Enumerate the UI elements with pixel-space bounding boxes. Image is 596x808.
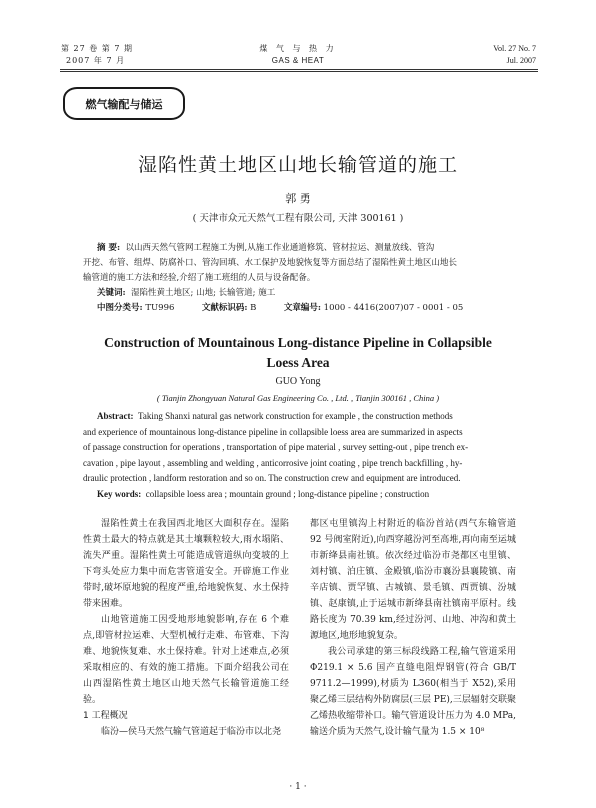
- abstract-en-line3: of passage construction for operations , transportation of pipe material , survey setting-out , pipe trench ex-: [83, 442, 469, 452]
- article-no-label: 文章编号:: [283, 303, 321, 313]
- clc-value: TU996: [145, 303, 175, 313]
- abstract-en: [83, 409, 523, 502]
- article-title-cn: 湿陷性黄土地区山地长输管道的施工: [137, 154, 458, 176]
- article-no-value: 1000 - 4416(2007)07 - 0001 - 05: [323, 303, 464, 313]
- header-volume-cn: 第 27 卷 第 7 期: [61, 44, 133, 53]
- header-journal-en: GAS & HEAT: [271, 56, 325, 65]
- author-cn: 郭 勇: [285, 192, 311, 205]
- header-rule-2: [60, 71, 538, 72]
- body-column-right: [310, 516, 516, 740]
- section-banner: [63, 87, 185, 120]
- header-date-cn: 2007 年 7 月: [66, 56, 126, 65]
- header-rule: [60, 69, 538, 70]
- clc-label: 中图分类号:: [97, 303, 143, 313]
- doc-code-label: 文献标识码:: [201, 303, 248, 313]
- page-number: · 1 ·: [289, 782, 307, 792]
- article-title-en-line1: Construction of Mountainous Long-distance Pipeline in Collapsible: [104, 335, 492, 350]
- doc-code-value: B: [250, 303, 257, 313]
- affiliation-en: ( Tianjin Zhongyuan Natural Gas Engineering Co. , Ltd. , Tianjin 300161 , China ): [156, 393, 440, 403]
- header-date-en: Jul. 2007: [506, 56, 536, 65]
- keywords-cn-text: 湿陷性黄土地区; 山地; 长输管道; 施工: [131, 288, 276, 298]
- abstract-cn-line1: 以山西天然气管网工程施工为例,从施工作业通道修筑、管材拉运、测量放线、管沟: [125, 243, 435, 253]
- keywords-en-text: collapsible loess area ; mountain ground ; long-distance pipeline ; construction: [145, 488, 430, 499]
- body-paragraph: 湿陷性黄土在我国西北地区大面积存在。湿陷性黄土最大的特点就是其土壤颗粒较大,雨水塌陷、流失严重。湿陷性黄土可能造成管道纵向变坡的上下弯头处应力集中而危害管道安全。开辟施工作业带时,破坏原地貌的程度严重,给地貌恢复、水土保持带来困难。: [83, 519, 289, 609]
- abstract-en-line4: cavation , pipe layout , assembling and welding , anticorrosive joint coating , pipe trench backfilling , hy-: [83, 457, 463, 468]
- section-banner-label: 燃气输配与储运: [85, 98, 163, 111]
- keywords-en-label: Key words:: [97, 488, 142, 499]
- header-volume-en: Vol. 27 No. 7: [493, 44, 536, 53]
- abstract-en-line1: Taking Shanxi natural gas network construction for example , the construction methods: [138, 411, 453, 421]
- body-paragraph: 山地管道施工因受地形地貌影响,存在 6 个难点,即管材拉运难、大型机械行走难、布管难、下沟难、地貌恢复难、水土保持难。针对上述难点,必须采取相应的、有效的施工措施。下面介绍我公司在山西湿陷性黄土地区山地天然气长输管道施工经验。: [83, 615, 289, 705]
- section-heading: 1 工程概况: [83, 711, 128, 721]
- author-en: GUO Yong: [275, 376, 321, 387]
- abstract-cn-label: 摘 要:: [97, 243, 121, 253]
- affiliation-cn: ( 天津市众元天然气工程有限公司, 天津 300161 ): [192, 213, 404, 224]
- abstract-en-line2: and experience of mountainous long-distance pipeline in collapsible loess area are summarized in aspects: [83, 426, 463, 437]
- keywords-cn-label: 关键词:: [97, 288, 126, 298]
- abstract-cn-line3: 输管道的施工方法和经验,介绍了施工班组的人员与设备配备。: [83, 273, 316, 283]
- header-journal-cn: 煤 气 与 热 力: [259, 44, 337, 53]
- body-paragraph: 我公司承建的第三标段线路工程,输气管道采用 Φ219.1 × 5.6 国产直缝电阻焊钢管(符合 GB/T 9711.2—1999),材质为 L360(相当于 X52),采用聚乙烯三层结构外防腐层(三层 PE),三层辐射交联聚乙烯热收缩带补口。输气管道设计压力为 4.0 MPa,输送介质为天然气,设计输气量为 1.5 × 10⁸: [310, 647, 516, 737]
- abstract-cn: [83, 241, 523, 316]
- body-paragraph: 都区屯里镇沟上村附近的临汾首站(西气东输管道 92 号阀室附近),向西穿越汾河至高堆,再向南至运城市新绛县南社镇。依次经过临汾市尧都区屯里镇、刘村镇、泊庄镇、金殿镇,临汾市襄汾县襄陵镇、南辛店镇、贾罕镇、古城镇、景毛镇、西贾镇、汾城镇、赵康镇,止于运城市新绛县南社镇南平原村。线路长度为 70.39 km,经过汾河、山地、冲沟和黄土源地区,地形地貌复杂。: [310, 519, 516, 641]
- body-column-left: [83, 516, 289, 740]
- article-title-en-line2: Loess Area: [266, 355, 330, 370]
- body-paragraph: 临汾—侯马天然气输气管道起于临汾市以北尧: [101, 727, 282, 737]
- abstract-en-label: Abstract:: [97, 411, 134, 421]
- abstract-cn-line2: 开挖、布管、组焊、防腐补口、管沟回填、水工保护及地貌恢复等方面总结了湿陷性黄土地区山地长: [83, 258, 458, 268]
- abstract-en-line5: draulic protection , landform restoration and so on. The construction crew and equipment are introduced.: [83, 473, 461, 483]
